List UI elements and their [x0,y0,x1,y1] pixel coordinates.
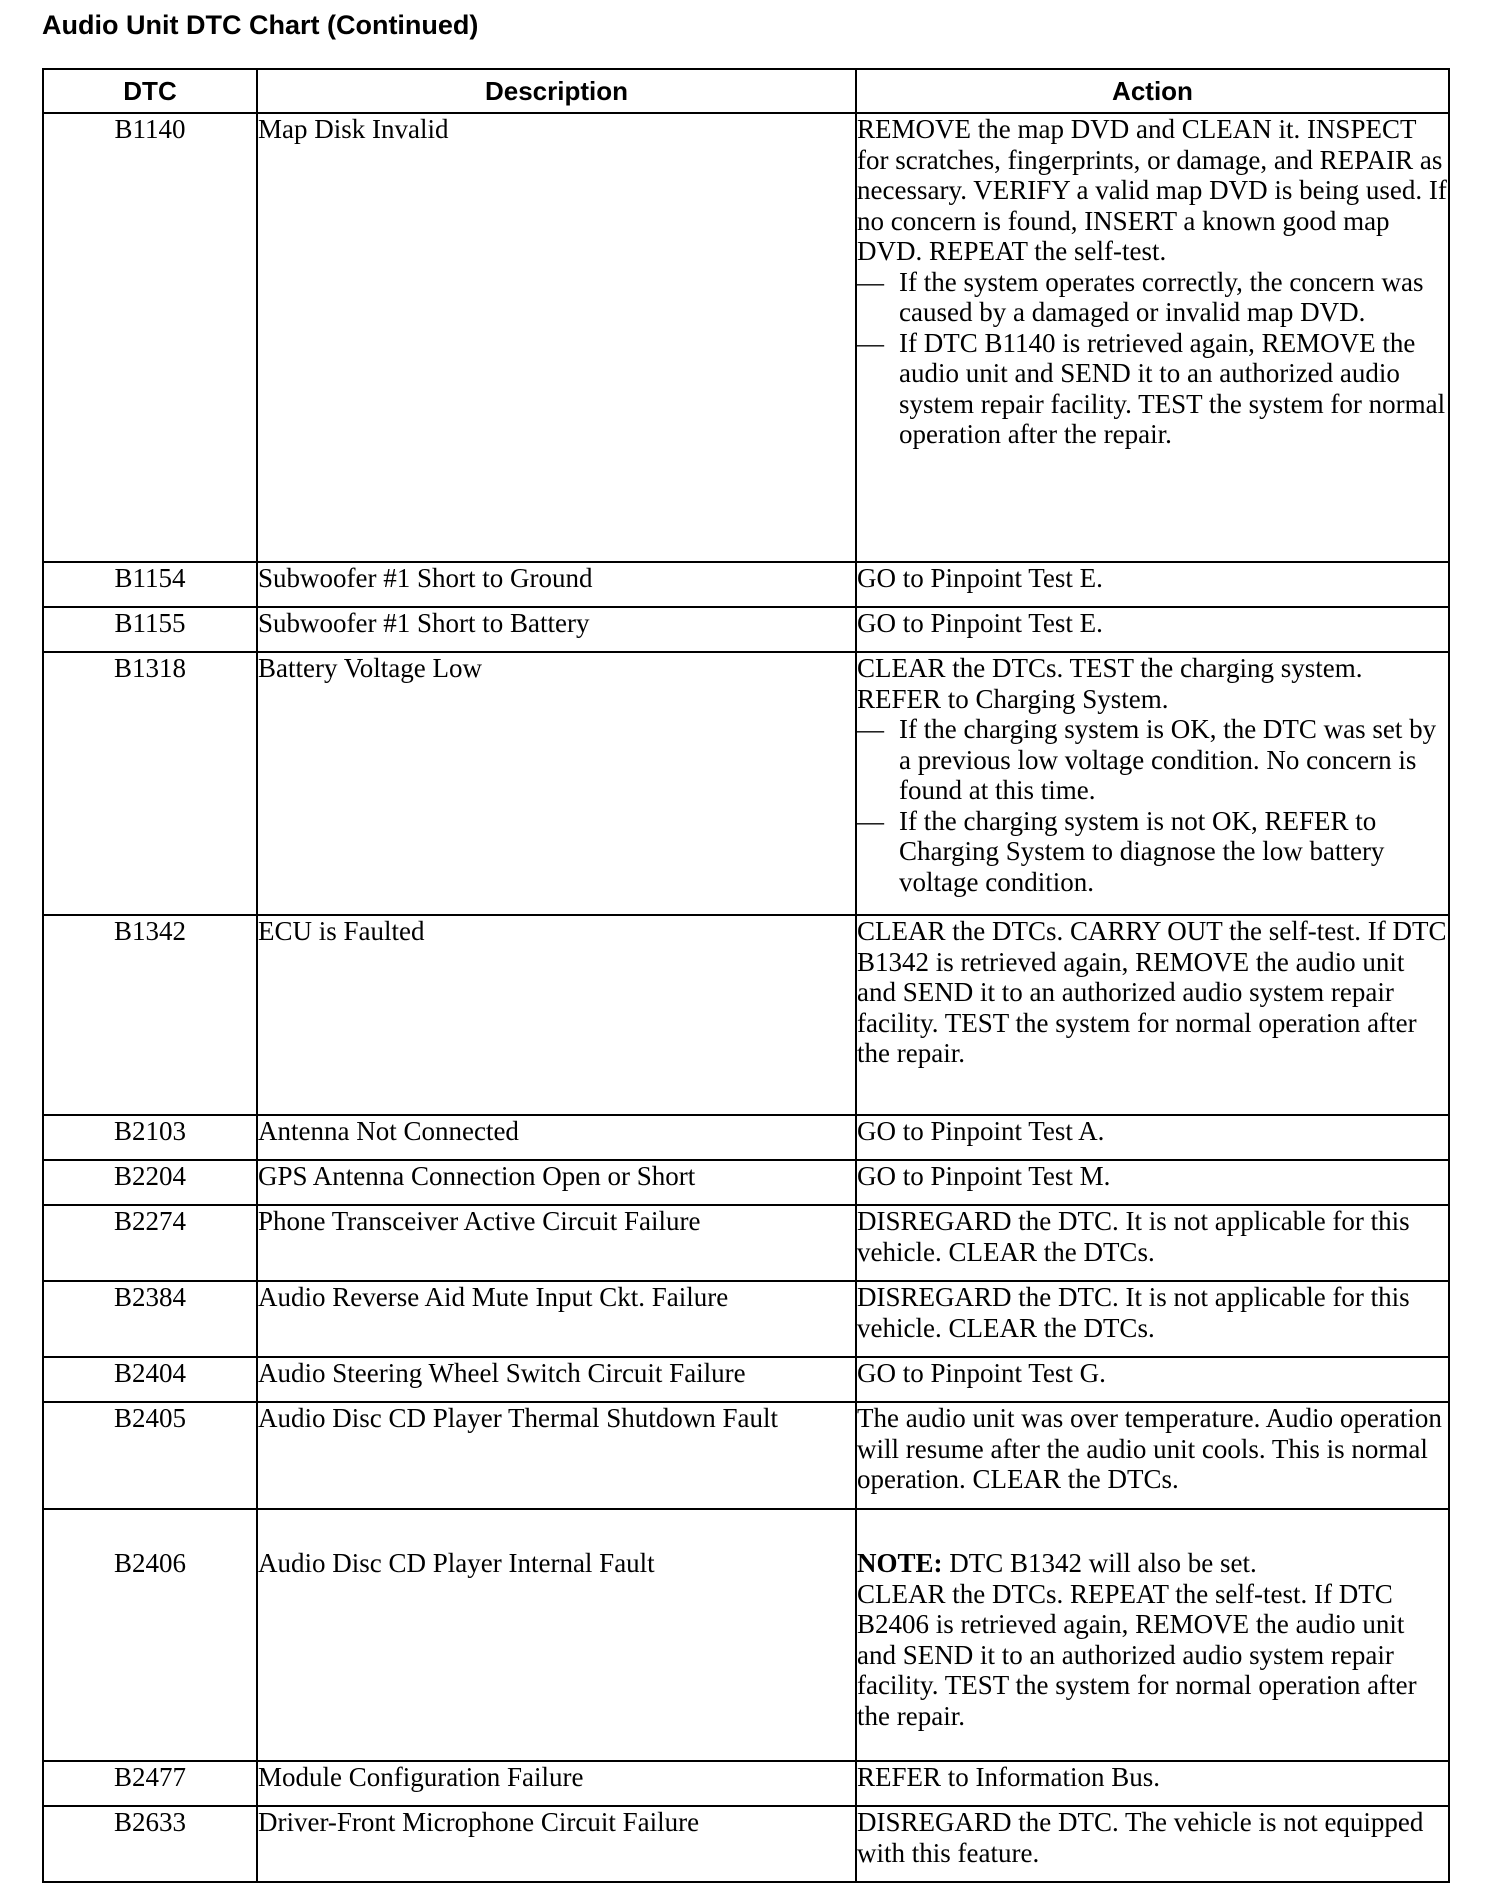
table-header-row [43,69,1449,113]
bullet-text: If DTC B1140 is retrieved again, REMOVE the audio unit and SEND it to an authorized audio system repair facility. TEST the system for normal operation after the repair. [899,327,1446,449]
dtc-description: Subwoofer #1 Short to Battery [257,607,856,652]
dtc-code: B2404 [43,1357,257,1402]
header-action: Action [856,69,1449,113]
dtc-code: B2384 [43,1281,257,1357]
table-row [43,113,1449,562]
dtc-description [257,1509,856,1761]
table-row [43,652,1449,915]
table-row [43,1806,1449,1882]
dtc-description: Audio Steering Wheel Switch Circuit Failure [257,1357,856,1402]
table-row [43,1160,1449,1205]
dtc-action: GO to Pinpoint Test E. [856,607,1449,652]
header-description: Description [257,69,856,113]
dtc-code: B2477 [43,1761,257,1806]
dtc-description: ECU is Faulted [257,915,856,1115]
dtc-code: B1155 [43,607,257,652]
dtc-code: B2204 [43,1160,257,1205]
action-text: REMOVE the map DVD and CLEAN it. INSPECT for scratches, fingerprints, or damage, and REPAIR as necessary. VERIFY a valid map DVD is being used. If no concern is found, INSERT a known good map DVD. REPEAT the self-test. [857,114,1447,266]
dtc-action: DISREGARD the DTC. The vehicle is not equipped with this feature. [856,1806,1449,1882]
bullet-text: If the system operates correctly, the concern was caused by a damaged or invalid map DVD. [899,266,1424,327]
action-note [857,1548,1448,1579]
bullet-text: If the charging system is OK, the DTC was set by a previous low voltage condition. No concern is found at this time. [899,714,1437,805]
dtc-code: B1140 [43,113,257,562]
action-bullet [857,267,1448,328]
dtc-action [856,652,1449,915]
dtc-description: Audio Reverse Aid Mute Input Ckt. Failure [257,1281,856,1357]
action-bullet [857,714,1448,806]
dtc-description: Audio Disc CD Player Thermal Shutdown Fault [257,1402,856,1509]
table-row [43,915,1449,1115]
dtc-action [856,113,1449,562]
dash-glyph: — [857,266,884,297]
dtc-action: GO to Pinpoint Test E. [856,562,1449,607]
dtc-description: Driver-Front Microphone Circuit Failure [257,1806,856,1882]
table-row [43,1357,1449,1402]
dtc-description: Antenna Not Connected [257,1115,856,1160]
dtc-code: B1318 [43,652,257,915]
dtc-code: B2274 [43,1205,257,1281]
dtc-action [856,1509,1449,1761]
dtc-description-text: Audio Disc CD Player Internal Fault [258,1548,655,1578]
dtc-action: CLEAR the DTCs. CARRY OUT the self-test. If DTC B1342 is retrieved again, REMOVE the audio unit and SEND it to an authorized audio system repair facility. TEST the system for normal operation after the repair. [856,915,1449,1115]
action-text: CLEAR the DTCs. REPEAT the self-test. If DTC B2406 is retrieved again, REMOVE the audio unit and SEND it to an authorized audio system repair facility. TEST the system for normal operation after the repair. [857,1578,1417,1731]
dtc-code-text: B2406 [113,1548,186,1578]
table-row [43,1281,1449,1357]
dtc-code: B2405 [43,1402,257,1509]
dtc-action: GO to Pinpoint Test G. [856,1357,1449,1402]
table-row [43,1205,1449,1281]
dtc-action: The audio unit was over temperature. Audio operation will resume after the audio unit cools. This is normal operation. CLEAR the DTCs. [856,1402,1449,1509]
dtc-description: Map Disk Invalid [257,113,856,562]
dtc-chart-table [42,68,1450,1883]
dtc-code [43,1509,257,1761]
dash-glyph: — [857,714,884,744]
dtc-code: B1342 [43,915,257,1115]
table-row [43,1761,1449,1806]
table-row [43,607,1449,652]
bullet-text: If the charging system is not OK, REFER to Charging System to diagnose the low battery voltage condition. [899,805,1385,897]
dtc-code: B2103 [43,1115,257,1160]
dtc-description: Phone Transceiver Active Circuit Failure [257,1205,856,1281]
dtc-code: B2633 [43,1806,257,1882]
dtc-action: REFER to Information Bus. [856,1761,1449,1806]
dtc-action: GO to Pinpoint Test A. [856,1115,1449,1160]
table-row [43,1509,1449,1761]
dash-glyph: — [857,805,884,836]
action-bullet [857,328,1448,450]
page-title: Audio Unit DTC Chart (Continued) [42,10,479,40]
dtc-description: Subwoofer #1 Short to Ground [257,562,856,607]
dtc-action: GO to Pinpoint Test M. [856,1160,1449,1205]
action-bullet [857,806,1448,898]
dtc-description: Battery Voltage Low [257,652,856,915]
header-dtc: DTC [43,69,257,113]
dtc-description: Module Configuration Failure [257,1761,856,1806]
dtc-action: DISREGARD the DTC. It is not applicable for this vehicle. CLEAR the DTCs. [856,1205,1449,1281]
dash-glyph: — [857,327,884,358]
table-row [43,1115,1449,1160]
note-text: DTC B1342 will also be set. [942,1548,1257,1578]
note-label: NOTE: [857,1548,943,1578]
dtc-description: GPS Antenna Connection Open or Short [257,1160,856,1205]
table-row [43,562,1449,607]
dtc-code: B1154 [43,562,257,607]
dtc-action: DISREGARD the DTC. It is not applicable for this vehicle. CLEAR the DTCs. [856,1281,1449,1357]
action-text: CLEAR the DTCs. TEST the charging system. REFER to Charging System. [857,653,1363,714]
table-row [43,1402,1449,1509]
